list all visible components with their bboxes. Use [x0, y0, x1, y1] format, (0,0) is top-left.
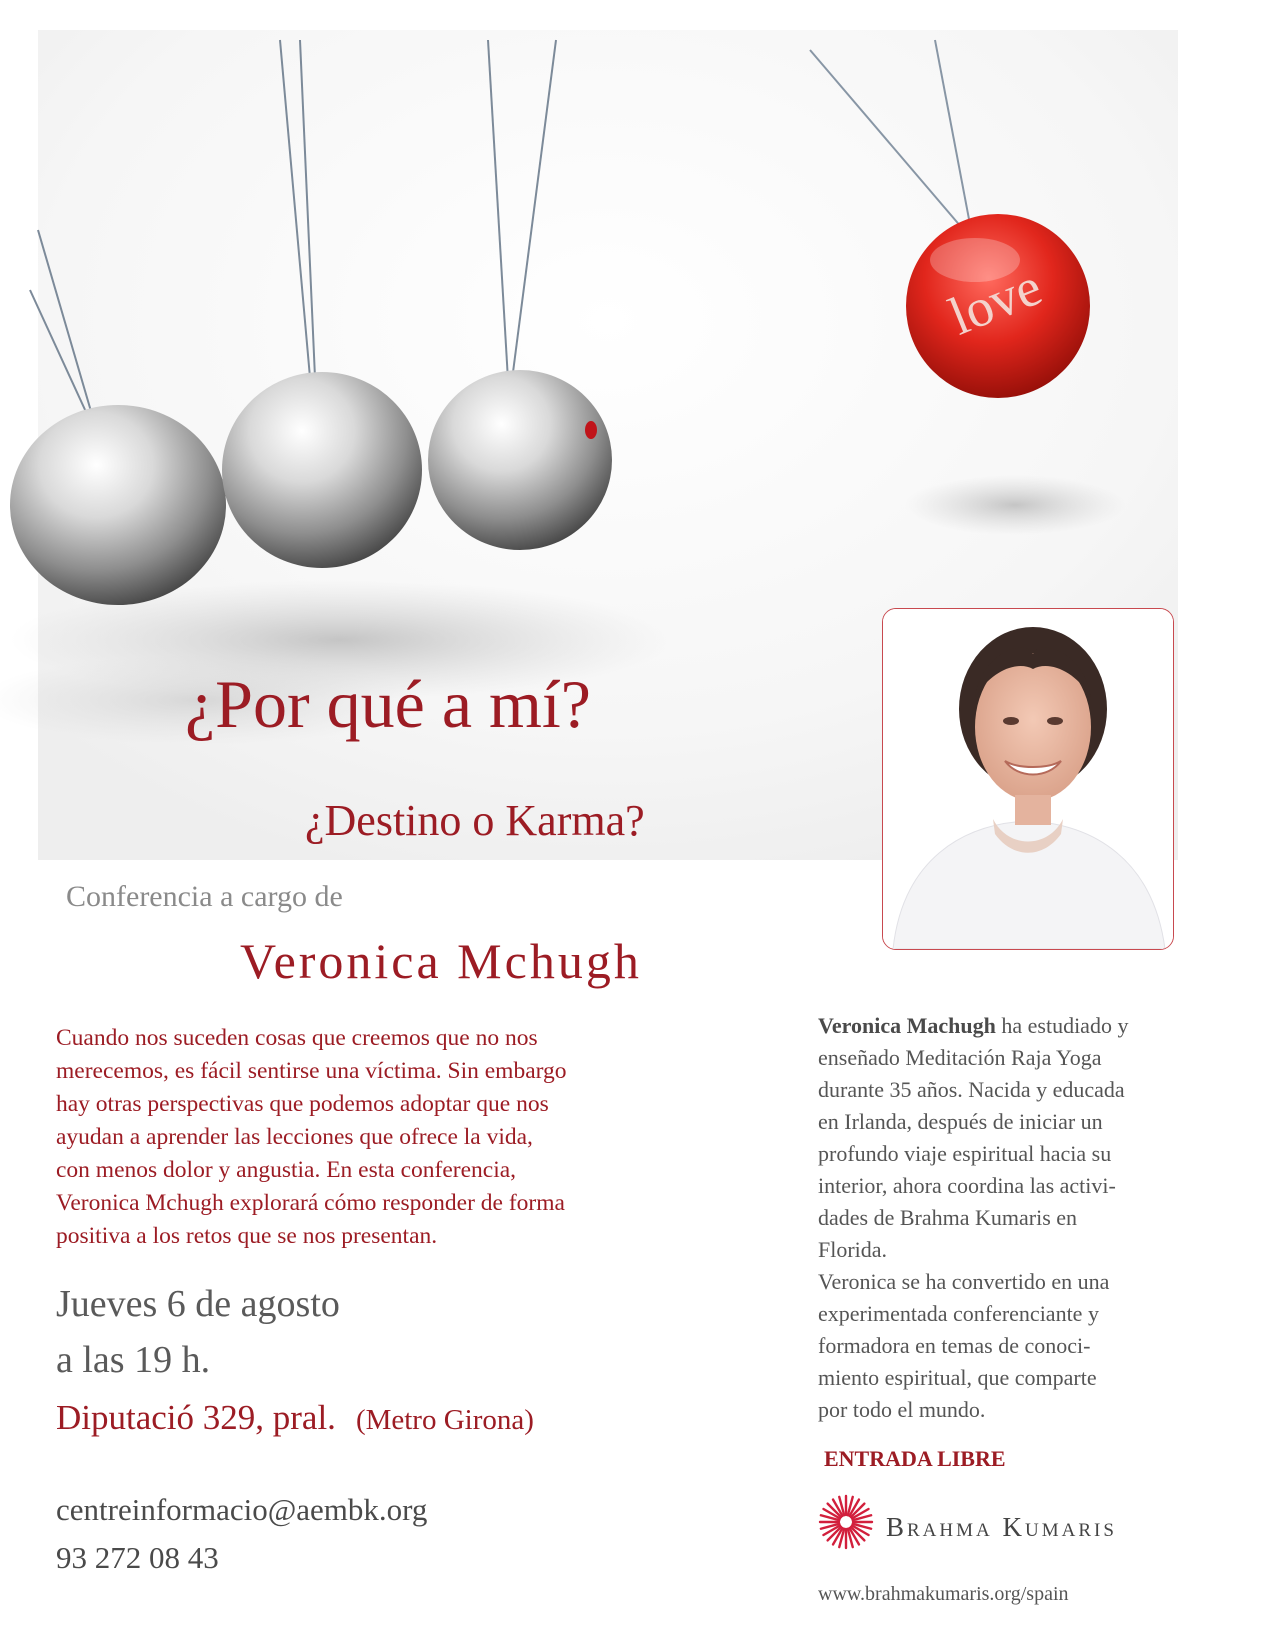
bio-line: experimentada conferenciante y: [818, 1301, 1099, 1326]
event-subtitle: ¿Destino o Karma?: [305, 796, 645, 845]
bio-line: en Irlanda, después de iniciar un: [818, 1109, 1103, 1134]
address-text: Diputació 329, pral.: [56, 1398, 336, 1437]
bio-first-line-rest: ha estudiado y: [995, 1013, 1129, 1038]
bio-line: Florida.: [818, 1237, 888, 1262]
brahma-kumaris-logo: [818, 1492, 1218, 1562]
description-line: ayudan a aprender las lecciones que ofrece la vida,: [56, 1124, 533, 1150]
contact-email[interactable]: centreinformacio@aembk.org: [56, 1492, 428, 1527]
bio-line: formadora en temas de conoci-: [818, 1333, 1091, 1358]
organization-name: Brahma Kumaris: [886, 1512, 1117, 1542]
lecture-by-label: Conferencia a cargo de: [66, 880, 343, 913]
speaker-name: Veronica Mchugh: [240, 933, 642, 989]
event-description: [56, 1022, 746, 1253]
metro-text: (Metro Girona): [355, 1404, 534, 1436]
website-link[interactable]: www.brahmakumaris.org/spain: [818, 1583, 1069, 1605]
bio-line: enseñado Meditación Raja Yoga: [818, 1045, 1102, 1070]
description-line: positiva a los retos que se nos presentan.: [56, 1223, 438, 1249]
description-line: Veronica Mchugh explorará cómo responder de forma: [56, 1190, 565, 1216]
bio-line: miento espiritual, que comparte: [818, 1365, 1097, 1390]
event-time: a las 19 h.: [56, 1339, 211, 1381]
bio-line: interior, ahora coordina las activi-: [818, 1173, 1116, 1198]
love-ball-label: love: [940, 256, 1050, 347]
bio-line: durante 35 años. Nacida y educada: [818, 1077, 1125, 1102]
description-line: merecemos, es fácil sentirse una víctima. Sin embargo: [56, 1058, 567, 1084]
event-date: Jueves 6 de agosto: [56, 1283, 340, 1325]
description-line: Cuando nos suceden cosas que creemos que no nos: [56, 1025, 538, 1051]
event-title: ¿Por qué a mí?: [185, 666, 591, 742]
description-line: hay otras perspectivas que podemos adoptar que nos: [56, 1091, 549, 1117]
description-line: con menos dolor y angustia. En esta conferencia,: [56, 1157, 517, 1183]
contact-phone[interactable]: 93 272 08 43: [56, 1540, 219, 1575]
speaker-bio: [818, 1010, 1248, 1426]
speaker-portrait: [883, 609, 1173, 949]
bio-line: Veronica se ha convertido en una: [818, 1269, 1110, 1294]
bio-line: [818, 1010, 1248, 1042]
starburst-logo-icon: [818, 1494, 874, 1550]
free-entry-label: ENTRADA LIBRE: [824, 1446, 1006, 1471]
bio-line: dades de Brahma Kumaris en: [818, 1205, 1078, 1230]
bio-name: Veronica Machugh: [818, 1013, 996, 1038]
event-address: [56, 1398, 534, 1438]
bio-line: profundo viaje espiritual hacia su: [818, 1141, 1112, 1166]
speaker-photo: [882, 608, 1174, 950]
bio-line: por todo el mundo.: [818, 1397, 986, 1422]
